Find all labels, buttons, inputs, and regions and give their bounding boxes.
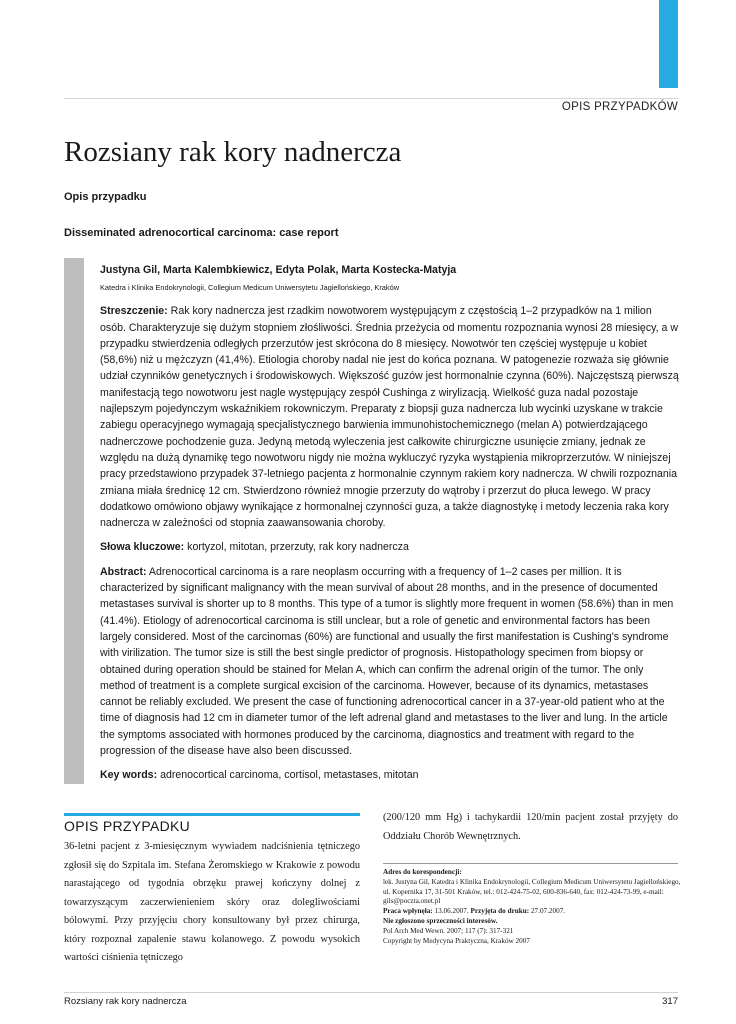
affiliation: Katedra i Klinika Endokrynologii, Collegium Medicum Uniwersytetu Jagiellońskiego, Kraków — [100, 283, 400, 293]
correspondence-dates — [383, 907, 683, 917]
section-heading: OPIS PRZYPADKU — [64, 818, 191, 834]
abstract-box — [100, 262, 680, 792]
conflict-statement: Nie zgłoszono sprzeczności interesów. — [383, 916, 498, 925]
english-title: Disseminated adrenocortical carcinoma: case report — [64, 227, 339, 239]
correspondence-heading: Adres do korespondencji: — [383, 868, 462, 876]
keywords-pl-lead: Słowa kluczowe: — [100, 541, 185, 554]
correspondence-rule — [383, 863, 678, 864]
received-date: 13.06.2007. — [434, 907, 469, 916]
keywords-pl-text: kortyzol, mitotan, przerzuty, rak kory nadnercza — [187, 541, 409, 554]
keywords-en — [100, 767, 680, 783]
accepted-date: 27.07.2007. — [530, 907, 566, 916]
section-label: OPIS PRZYPADKÓW — [561, 101, 678, 113]
keywords-en-text: adrenocortical carcinoma, cortisol, metastases, mitotan — [160, 769, 419, 782]
abstract-pl — [100, 303, 680, 531]
accepted-label: Przyjęta do druku: — [470, 907, 530, 916]
body-left-column: 36-letni pacjent z 3-miesięcznym wywiadem nadciśnienia tętniczego zgłosił się do Szpitala im. Stefana Żeromskiego w Krakowie z powodu narastającego od tygodnia obrzęku prawej kończyny dolnej z towarzyszącym zaczerwienieniem skóry oraz dolegliwościami bólowymi. Przy przyjęciu chory konsultowany był przez chirurga, który rozpoznał zapalenie stawu kolanowego. Z powodu wysokich wartości ciśnienia tętniczego — [64, 841, 360, 963]
abstract-pl-text: Rak kory nadnercza jest rzadkim nowotworem występującym z częstością 1–2 przypadków na 1 milion osób. Charakteryzuje się dużym stopniem złośliwości. Średnia przeżycia od momentu rozpoznania wynosi 28 miesięcy, a w przypadku stwierdzenia odległych przerzutów jest skrócona do 8 miesięcy. Nowotwór ten częściej występuje u kobiet (58,6%) niż u mężczyzn (41,4%). Etiologia choroby nadal nie jest do końca poznana. W patogenezie rozważa się głównie udział czynników genetycznych i środowiskowych. Większość guzów jest hormonalnie czynna (60%). Najczęstszą pierwszą manifestacją tego nowotworu jest nagle występujący zespół Cushinga z wirylizacją. Wielkość guza nadal pozostaje najlepszym pojedynczym wskaźnikiem rokowniczym. Preparaty z biopsji guza nadnercza lub wycinki uzyskane w trakcie zabiegu operacyjnego wymagają specjalistycznego barwienia immunohistochemicznego (melan A) potwierdzającego nadnerczowe pochodzenie guza. Jedyną metodą wyleczenia jest całkowite chirurgiczne usunięcie zmiany, jednak ze względu na dużą dynamikę tego nowotworu nigdy nie można wykluczyć ryzyka wystąpienia mikroprzerzutów. W niniejszej pracy przedstawiono przypadek 37-letniego pacjenta z hormonalnie czynnym rakiem kory nadnercza. W chwili rozpoznania zmiana miała średnicę 12 cm. Stwierdzono również mnogie przerzuty do wątroby i przerzut do płuca lewego. W pracy dodatkowo omówiono objawy wynikające z hormonalnej czynności guza, a także diagnostykę i metody leczenia raka kory nadnercza w zależności od stopnia zaawansowania choroby. — [100, 305, 679, 530]
correspondence-address: lek. Justyna Gil, Katedra i Klinika Endokrynologii, Collegium Medicum Uniwersytetu Jagiellońskiego, ul. Kopernika 17, 31-501 Kraków, tel.: 012-424-75-02, 600-836-640, fax: 012-424-73-99, e-mail: gils@poczta.onet.pl — [383, 877, 681, 906]
authors: Justyna Gil, Marta Kalembkiewicz, Edyta Polak, Marta Kostecka-Matyja — [100, 264, 457, 276]
abstract-sidebar — [64, 258, 84, 784]
correspondence-box — [383, 868, 683, 946]
keywords-en-lead: Key words: — [100, 769, 158, 782]
page-number: 317 — [662, 996, 678, 1007]
section-rule — [64, 813, 360, 816]
abstract-pl-lead: Streszczenie: — [100, 305, 168, 318]
header-rule — [64, 98, 678, 99]
received-label: Praca wpłynęła: — [383, 907, 433, 916]
keywords-pl — [100, 539, 680, 555]
accent-tab — [659, 0, 678, 88]
abstract-en-lead: Abstract: — [100, 565, 147, 578]
journal-citation: Pol Arch Med Wewn. 2007; 117 (7): 317-321 — [383, 926, 514, 935]
body-right-column: (200/120 mm Hg) i tachykardii 120/min pacjent został przyjęty do Oddziału Chorób Wewnętrznych. — [383, 812, 678, 842]
abstract-en-text: Adrenocortical carcinoma is a rare neoplasm occurring with a frequency of 1–2 cases per million. It is characterized by significant malignancy with the mean survival of about 28 months, and in the presence of documented metastases survival is shorter up to 8 months. This type of a tumor is slightly more frequent in women (58.6%) than in men (41.4%). Etiology of adrenocortical carcinoma is still unclear, but a role of genetic and environmental factors has been largely considered. Most of the carcinomas (60%) are functional and usually the first manifestation is Cushing's syndrome with virilization. The tumor size is still the best single predictor of prognosis. Histopathology specimen from biopsy or obtained during operation should be stained for Melan A, which can confirm the adrenal origin of the tumor. The only method of treatment is a complete surgical excision of the carcinoma. However, because of its dynamics, metastases cannot be reliably excluded. We present the case of functioning adrenocortical cancer in a 37-year-old patient who at the time of diagnosis had 12 cm in diameter tumor of the left adrenal gland and metastases to the liver and lung. In the article the symptoms associated with hormones produced by the carcinoma, diagnostics and treatment with regard to the progression of the disease have also been discussed. — [100, 565, 674, 758]
running-title: Rozsiany rak kory nadnercza — [64, 996, 187, 1007]
article-title: Rozsiany rak kory nadnercza — [64, 136, 402, 168]
article-subtitle: Opis przypadku — [64, 191, 147, 203]
copyright: Copyright by Medycyna Praktyczna, Kraków 2007 — [383, 936, 530, 945]
abstract-en — [100, 564, 680, 760]
footer-rule — [64, 992, 678, 993]
